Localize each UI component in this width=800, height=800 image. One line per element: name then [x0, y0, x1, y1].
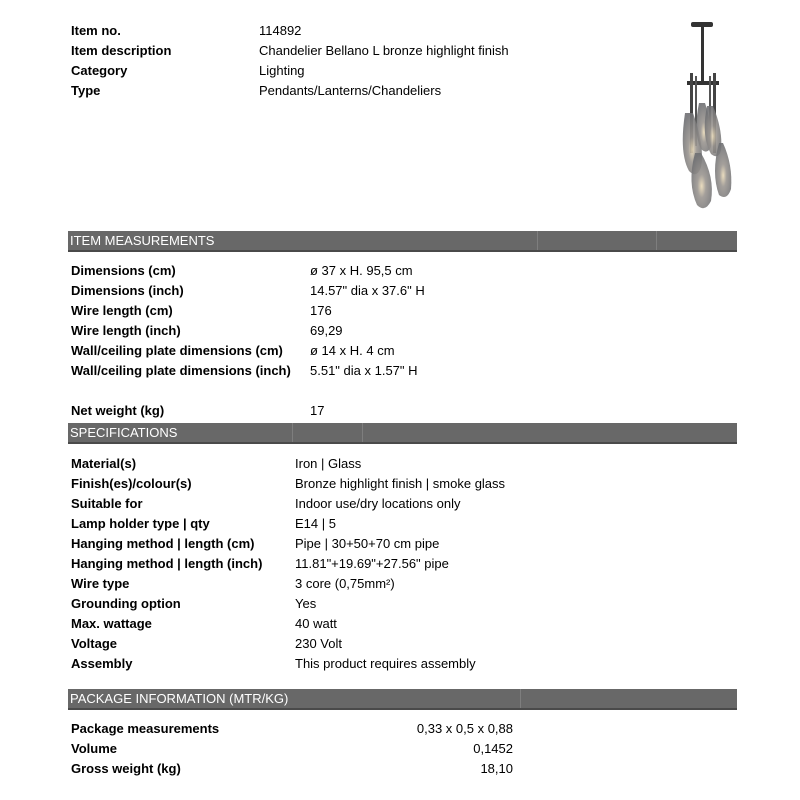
spec-value: 40 watt [295, 616, 337, 631]
specifications-title: SPECIFICATIONS [70, 425, 178, 440]
measurement-value: 14.57" dia x 37.6" H [310, 283, 425, 298]
spec-value: Indoor use/dry locations only [295, 496, 461, 511]
spec-value: Pipe | 30+50+70 cm pipe [295, 536, 440, 551]
measurement-value: 176 [310, 303, 332, 318]
spec-label: Voltage [71, 636, 117, 651]
spec-value: 11.81"+19.69"+27.56" pipe [295, 556, 449, 571]
measurement-value: ø 14 x H. 4 cm [310, 343, 395, 358]
spec-label: Wire type [71, 576, 130, 591]
spec-label: Max. wattage [71, 616, 152, 631]
spec-value: E14 | 5 [295, 516, 336, 531]
spec-label: Hanging method | length (inch) [71, 556, 263, 571]
spec-label: Material(s) [71, 456, 137, 471]
package-label: Gross weight (kg) [71, 761, 181, 776]
measurement-label: Dimensions (cm) [71, 263, 176, 278]
measurement-label: Wall/ceiling plate dimensions (inch) [71, 363, 291, 378]
divider [656, 231, 657, 250]
specifications-header [68, 423, 737, 444]
package-value: 18,10 [480, 761, 513, 776]
measurement-label: Wall/ceiling plate dimensions (cm) [71, 343, 283, 358]
net-weight-value: 17 [310, 403, 325, 418]
measurement-label: Dimensions (inch) [71, 283, 184, 298]
package-label: Volume [71, 741, 117, 756]
item-description-value: Chandelier Bellano L bronze highlight finish [259, 43, 509, 58]
item-no-label: Item no. [71, 23, 121, 38]
spec-label: Grounding option [71, 596, 181, 611]
measurement-value: 5.51" dia x 1.57" H [310, 363, 418, 378]
measurement-label: Wire length (cm) [71, 303, 173, 318]
spec-value: This product requires assembly [295, 656, 476, 671]
measurement-label: Wire length (inch) [71, 323, 181, 338]
spec-value: Yes [295, 596, 317, 611]
divider [362, 423, 363, 442]
type-label: Type [71, 83, 101, 98]
category-label: Category [71, 63, 128, 78]
divider [537, 231, 538, 250]
package-information-title: PACKAGE INFORMATION (MTR/KG) [70, 691, 289, 706]
package-value: 0,1452 [473, 741, 513, 756]
type-value: Pendants/Lanterns/Chandeliers [259, 83, 442, 98]
spec-value: 3 core (0,75mm²) [295, 576, 395, 591]
spec-label: Finish(es)/colour(s) [71, 476, 192, 491]
package-label: Package measurements [71, 721, 220, 736]
package-information-header [68, 689, 737, 710]
measurement-value: ø 37 x H. 95,5 cm [310, 263, 413, 278]
net-weight-label: Net weight (kg) [71, 403, 165, 418]
spec-value: Iron | Glass [295, 456, 362, 471]
spec-label: Assembly [71, 656, 133, 671]
divider [292, 423, 293, 442]
measurement-value: 69,29 [310, 323, 343, 338]
spec-value: Bronze highlight finish | smoke glass [295, 476, 506, 491]
spec-label: Suitable for [71, 496, 143, 511]
item-no-value: 114892 [259, 23, 302, 38]
spec-label: Lamp holder type | qty [71, 516, 210, 531]
spec-label: Hanging method | length (cm) [71, 536, 255, 551]
divider [520, 689, 521, 708]
item-description-label: Item description [71, 43, 172, 58]
category-value: Lighting [259, 63, 305, 78]
item-measurements-title: ITEM MEASUREMENTS [70, 233, 215, 248]
spec-value: 230 Volt [295, 636, 342, 651]
package-value: 0,33 x 0,5 x 0,88 [416, 721, 513, 736]
chandelier-product-image [665, 18, 745, 218]
item-measurements-header [68, 231, 737, 252]
